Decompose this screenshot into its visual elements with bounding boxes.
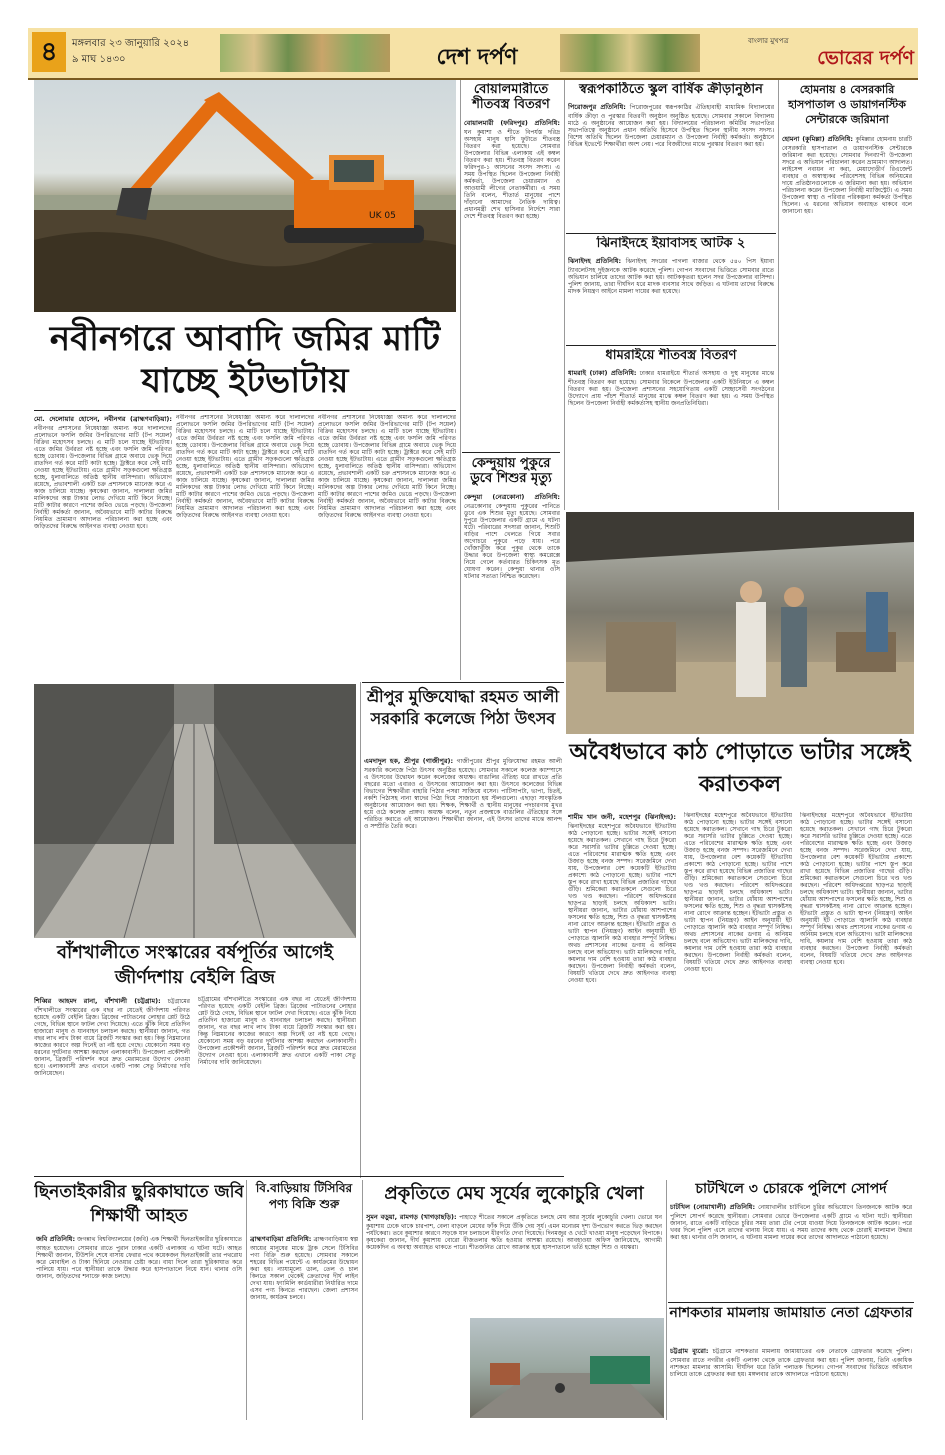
excavator-label: UK 05 bbox=[369, 211, 396, 221]
bridge-photo bbox=[34, 684, 356, 938]
hospital-headline: হোমনায় ৪ বেসরকারি হাসপাতাল ও ডায়াগনস্টিক সেন্টারকে জরিমানা bbox=[788, 83, 906, 126]
chatkhil-byline: চাটখিল (নোয়াখালী) প্রতিনিধি: bbox=[670, 1203, 756, 1211]
kendua-headline: কেন্দুয়ায় পুকুরে ডুবে শিশুর মৃত্যু bbox=[470, 456, 552, 486]
sreepur-headline: শ্রীপুর মুক্তিযোদ্ধা রহমত আলী সরকারি কলেজে পিঠা উৎসব bbox=[367, 687, 559, 728]
tcb-byline: ব্রাহ্মণবাড়িয়া প্রতিনিধি: bbox=[250, 1235, 312, 1243]
divider bbox=[566, 233, 776, 234]
chintai-body bbox=[36, 1234, 242, 1420]
sports-text: পিরোজপুরের স্বরূপকাঠির ঐতিহ্যবাহী মাধ্যমিক বিদ্যালয়ের বার্ষিক ক্রীড়া ও পুরস্কার বিতরণী অনুষ্ঠান অনুষ্ঠিত হয়েছে। সোমবার সকালে বিদ্যালয় মাঠে এ অনুষ্ঠানের আয়োজন করা হয়। বিদ্যালয়ের পরিচালনা কমিটির সভাপতির সভাপতিত্বে অনুষ্ঠানে প্রধান অতিথি হিসেবে উপস্থিত ছিলেন স্থানীয় সংসদ সদস্য। বিশেষ অতিথি ছিলেন উপজেলা চেয়ারম্যান ও উপজেলা নির্বাহী কর্মকর্তা। অনুষ্ঠানে বিভিন্ন ইভেন্টে শিক্ষার্থীরা অংশ নেয়। পরে বিজয়ীদের মাঝে পুরস্কার বিতরণ করা হয়। bbox=[568, 104, 774, 148]
kath-byline: শামীম খান জনী, মহেশপুর (ঝিনাইদহ): bbox=[568, 813, 676, 821]
header-photo-strip-left bbox=[220, 34, 390, 72]
road-photo-drawing bbox=[470, 1318, 664, 1418]
nashkota-headline: নাশকতার মামলায় জামায়াত নেতা গ্রেফতার bbox=[669, 1305, 913, 1321]
weather-byline: সুমন বড়ুয়া, রামগড় (খাগড়াছড়ি): bbox=[366, 1213, 457, 1221]
lead-headline: নবীনগরে আবাদি জমির মাটি যাচ্ছে ইটভাটায় bbox=[49, 319, 441, 401]
lead-byline: মো. দেলোয়ার হোসেন, নবীনগর (ব্রাহ্মণবাড়িয়া): bbox=[34, 415, 172, 423]
kath-headline: অবৈধভাবে কাঠ পোড়াতে ভাটার সঙ্গেই করাতকল bbox=[569, 739, 911, 797]
bridge-text: চট্টগ্রামের বাঁশখালীতে সংস্কারের এক বছর না যেতেই জীর্ণদশায় পরিণত হয়েছে একটি বেইলি ব্রিজ। ব্রিজের পাটাতনের লোহার প্লেট উঠে গেছে, বিভিন্ন স্থানে ফাটল দেখা দিয়েছে। এতে ঝুঁকি নিয়ে প্রতিদিন হাজারো মানুষ ও যানবাহন চলাচল করছে। স্থানীয়রা জানান, গত বছর লাখ লাখ টাকা ব্যয়ে ব্রিজটি সংস্কার করা হয়। কিন্তু নিম্নমানের কাজের কারণে অল্প দিনেই তা নষ্ট হয়ে গেছে। যেকোনো সময় বড় ধরনের দুর্ঘটনার আশঙ্কা করছেন এলাকাবাসী। উপজেলা প্রকৌশলী জানান, ব্রিজটি পরিদর্শন করে দ্রুত মেরামতের উদ্যোগ নেওয়া হবে। এলাকাবাসী দ্রুত এখানে একটি পাকা সেতু নির্মাণের দাবি জানিয়েছেন। bbox=[34, 998, 190, 1077]
divider bbox=[362, 682, 564, 683]
dhamrai-byline: ধামরাই (ঢাকা) প্রতিনিধি: bbox=[568, 369, 637, 377]
page-number: ৪ bbox=[32, 32, 66, 72]
sawmill-photo bbox=[566, 512, 914, 734]
column-divider bbox=[362, 1180, 363, 1420]
column-divider bbox=[246, 1180, 247, 1420]
brand-logo: ভোরের দর্পণ bbox=[817, 47, 914, 69]
bridge-body-col-1 bbox=[34, 996, 190, 1172]
header-photo-strip-right bbox=[560, 34, 700, 72]
jhenaidah-headline: ঝিনাইদহে ইয়াবাসহ আটক ২ bbox=[596, 236, 746, 251]
tcb-body bbox=[250, 1234, 358, 1420]
lead-body-col-1 bbox=[34, 414, 172, 676]
kath-body-col-3: ঝিনাইদহের মহেশপুরে অবৈধভাবে ইটভাটায় কাঠ পোড়ানো হচ্ছে। ভাটার সঙ্গেই বসানো হয়েছে করাতকল। সেখানে গাছ চিরে টুকরো করে সরাসরি ভাটার চুল্লিতে দেওয়া হচ্ছে। এতে পরিবেশের মারাত্মক ক্ষতি হচ্ছে এবং উজাড় হচ্ছে বনজ সম্পদ। সরেজমিনে দেখা যায়, উপজেলার বেশ কয়েকটি ইটভাটায় প্রকাশ্যে কাঠ পোড়ানো হচ্ছে। ভাটার পাশে স্তূপ করে রাখা হয়েছে বিভিন্ন প্রজাতির গাছের গুঁড়ি। শ্রমিকেরা করাতকলে সেগুলো চিরে খণ্ড খণ্ড করছেন। পরিবেশ অধিদপ্তরের ছাড়পত্র ছাড়াই চলছে অধিকাংশ ভাটা। স্থানীয়রা জানান, ভাটার ধোঁয়ায় আশপাশের ফসলের ক্ষতি হচ্ছে, শিশু ও বৃদ্ধরা শ্বাসকষ্টসহ নানা রোগে আক্রান্ত হচ্ছেন। ইটভাটা প্রস্তুত ও ভাটা স্থাপন (নিয়ন্ত্রণ) আইন অনুযায়ী ইট পোড়াতে জ্বালানি কাঠ ব্যবহার সম্পূর্ণ নিষিদ্ধ। অথচ প্রশাসনের নাকের ডগায় এ অনিয়ম চলছে বলে অভিযোগ। ভাটা মালিকদের দাবি, কয়লার দাম বেশি হওয়ায় তারা কাঠ ব্যবহার করছেন। উপজেলা নির্বাহী কর্মকর্তা বলেন, বিষয়টি খতিয়ে দেখে দ্রুত আইনগত ব্যবস্থা নেওয়া হবে। bbox=[800, 812, 912, 966]
lead-body-col-3: নবীনগর প্রশাসনের নিষেধাজ্ঞা অমান্য করে দালালদের প্রলোভনে ফসলি জমির উপরিভাগের মাটি (টপ সয়েল) বিক্রির মহোৎসব চলছে। এ মাটি চলে যাচ্ছে ইটভাটায়। এতে জমির উর্বরতা নষ্ট হচ্ছে এবং ফসলি জমি পরিণত হচ্ছে ডোবায়। উপজেলার বিভিন্ন গ্রামে অবাধে ভেকু দিয়ে রাতদিন গর্ত করে মাটি কাটা হচ্ছে। ট্রাক্টরে করে সেই মাটি নেওয়া হচ্ছে ইটভাটায়। এতে গ্রামীণ সড়কগুলো ক্ষতিগ্রস্ত হচ্ছে, ধুলাবালিতে অতিষ্ঠ স্থানীয় বাসিন্দারা। অভিযোগ রয়েছে, প্রভাবশালী একটি চক্র প্রশাসনকে ম্যানেজ করে এ কাজ চালিয়ে যাচ্ছে। কৃষকেরা জানান, দালালরা জমির মালিকদের অল্প টাকার লোভ দেখিয়ে মাটি কিনে নিচ্ছে। মাটি কাটার কারণে পাশের জমিও ভেঙে পড়ছে। উপজেলা নির্বাহী কর্মকর্তা জানান, অবৈধভাবে মাটি কাটার বিরুদ্ধে নিয়মিত ভ্রাম্যমাণ আদালত পরিচালনা করা হচ্ছে এবং জড়িতদের বিরুদ্ধে আইনগত ব্যবস্থা নেওয়া হবে। bbox=[318, 414, 456, 519]
kath-body-col-2: ঝিনাইদহের মহেশপুরে অবৈধভাবে ইটভাটায় কাঠ পোড়ানো হচ্ছে। ভাটার সঙ্গেই বসানো হয়েছে করাতকল। সেখানে গাছ চিরে টুকরো করে সরাসরি ভাটার চুল্লিতে দেওয়া হচ্ছে। এতে পরিবেশের মারাত্মক ক্ষতি হচ্ছে এবং উজাড় হচ্ছে বনজ সম্পদ। সরেজমিনে দেখা যায়, উপজেলার বেশ কয়েকটি ইটভাটায় প্রকাশ্যে কাঠ পোড়ানো হচ্ছে। ভাটার পাশে স্তূপ করে রাখা হয়েছে বিভিন্ন প্রজাতির গাছের গুঁড়ি। শ্রমিকেরা করাতকলে সেগুলো চিরে খণ্ড খণ্ড করছেন। পরিবেশ অধিদপ্তরের ছাড়পত্র ছাড়াই চলছে অধিকাংশ ভাটা। স্থানীয়রা জানান, ভাটার ধোঁয়ায় আশপাশের ফসলের ক্ষতি হচ্ছে, শিশু ও বৃদ্ধরা শ্বাসকষ্টসহ নানা রোগে আক্রান্ত হচ্ছেন। ইটভাটা প্রস্তুত ও ভাটা স্থাপন (নিয়ন্ত্রণ) আইন অনুযায়ী ইট পোড়াতে জ্বালানি কাঠ ব্যবহার সম্পূর্ণ নিষিদ্ধ। অথচ প্রশাসনের নাকের ডগায় এ অনিয়ম চলছে বলে অভিযোগ। ভাটা মালিকদের দাবি, কয়লার দাম বেশি হওয়ায় তারা কাঠ ব্যবহার করছেন। উপজেলা নির্বাহী কর্মকর্তা বলেন, বিষয়টি খতিয়ে দেখে দ্রুত আইনগত ব্যবস্থা নেওয়া হবে। bbox=[684, 812, 792, 973]
jhenaidah-text: ঝিনাইদহ সদরের পাগলা বাজার থেকে ৫৪০ পিস ইয়াবা ট্যাবলেটসহ দুইজনকে আটক করেছে পুলিশ। গোপন সংবাদের ভিত্তিতে সোমবার রাতে অভিযান চালিয়ে তাদের আটক করা হয়। আটককৃতরা হলেন সদর উপজেলার বাসিন্দা। পুলিশ জানায়, তারা দীর্ঘদিন ধরে মাদক ব্যবসার সাথে জড়িত। এ ঘটনায় তাদের বিরুদ্ধে মাদক নিয়ন্ত্রণ আইনে মামলা দায়ের করা হয়েছে। bbox=[568, 258, 774, 295]
chatkhil-body bbox=[670, 1202, 912, 1298]
kendua-text: নেত্রকোনার কেন্দুয়ায় পুকুরের পানিতে ডুবে এক শিশুর মৃত্যু হয়েছে। সোমবার দুপুরে উপজেলার একটি গ্রামে এ ঘটনা ঘটে। পরিবারের সদস্যরা জানান, শিশুটি বাড়ির পাশে খেলতে গিয়ে সবার অগোচরে পুকুরে পড়ে যায়। পরে খোঁজাখুঁজি করে পুকুর থেকে তাকে উদ্ধার করে উপজেলা স্বাস্থ্য কমপ্লেক্সে নিয়ে গেলে কর্তব্যরত চিকিৎসক মৃত ঘোষণা করেন। কেন্দুয়া থানার ওসি ঘটনার সত্যতা নিশ্চিত করেছেন। bbox=[464, 503, 560, 580]
column-divider bbox=[778, 80, 779, 510]
nashkota-text: চট্টগ্রামে নাশকতার মামলায় জামায়াতের এক নেতাকে গ্রেফতার করেছে পুলিশ। সোমবার রাতে নগরীর একটি এলাকা থেকে তাকে গ্রেফতার করা হয়। পুলিশ জানায়, তিনি একাধিক নাশকতা মামলার আসামি। দীর্ঘদিন ধরে তিনি পলাতক ছিলেন। গোপন সংবাদের ভিত্তিতে অভিযান চালিয়ে তাকে গ্রেফতার করা হয়। মঙ্গলবার তাকে আদালতে পাঠানো হয়েছে। bbox=[670, 1348, 912, 1378]
sreepur-body bbox=[364, 756, 562, 1176]
chatkhil-headline: চাটখিলে ৩ চোরকে পুলিশে সোপর্দ bbox=[695, 1181, 887, 1197]
road-photo bbox=[470, 1318, 664, 1418]
date-line: মঙ্গলবার ২৩ জানুয়ারি ২০২৪ bbox=[72, 38, 190, 49]
dhamrai-text: ঢাকার ধামরাইয়ে শীতার্ত অসহায় ও দুস্থ মানুষের মাঝে শীতবস্ত্র বিতরণ করা হয়েছে। সোমবার বিকেলে উপজেলার একটি ইউনিয়নে এ কম্বল বিতরণ করা হয়। উপজেলা প্রশাসনের সহযোগিতায় একটি সেচ্ছাসেবী সংগঠনের উদ্যোগে প্রায় পাঁচশ শীতার্ত মানুষের মাঝে কম্বল বিতরণ করা হয়। এ সময় উপস্থিত ছিলেন উপজেলা নির্বাহী কর্মকর্তাসহ স্থানীয় জনপ্রতিনিধিরা। bbox=[568, 370, 774, 407]
column-divider bbox=[460, 80, 461, 680]
nashkota-body bbox=[670, 1346, 912, 1420]
sports-byline: পিরোজপুর প্রতিনিধি: bbox=[568, 103, 626, 111]
chintai-headline: ছিনতাইকারীর ছুরিকাঘাতে জবি শিক্ষার্থী আহত bbox=[34, 1182, 244, 1226]
hospital-body bbox=[782, 134, 912, 508]
tcb-text: ব্রাহ্মণবাড়িয়ায় স্বল্প আয়ের মানুষের মাঝে ট্রাক সেলে টিসিবির পণ্য বিক্রি শুরু হয়েছে। সোমবার সকালে শহরের বিভিন্ন পয়েন্টে এ কার্যক্রমের উদ্বোধন করা হয়। ন্যায্যমূল্যে ডাল, তেল ও চাল কিনতে সকাল থেকেই ক্রেতাদের দীর্ঘ লাইন দেখা যায়। ফ্যামিলি কার্ডধারীরা নির্ধারিত দামে এসব পণ্য কিনতে পারছেন। জেলা প্রশাসন জানায়, কার্যক্রম চলবে। bbox=[250, 1236, 358, 1301]
hospital-text: কুমিল্লার হোমনায় চারটি বেসরকারি হাসপাতাল ও ডায়াগনস্টিক সেন্টারকে জরিমানা করা হয়েছে। সোমবার দিনব্যাপী উপজেলা সদরে এ অভিযান পরিচালনা করেন ভ্রাম্যমাণ আদালত। লাইসেন্স নবায়ন না করা, মেয়াদোত্তীর্ণ রিএজেন্ট ব্যবহার ও অস্বাস্থ্যকর পরিবেশসহ বিভিন্ন অনিয়মের দায়ে প্রতিষ্ঠানগুলোকে এ জরিমানা করা হয়। অভিযান পরিচালনা করেন উপজেলা নির্বাহী ম্যাজিস্ট্রেট। এ সময় উপজেলা স্বাস্থ্য ও পরিবার পরিকল্পনা কর্মকর্তা উপস্থিত ছিলেন। এ ধরনের অভিযান অব্যাহত থাকবে বলে জানানো হয়। bbox=[782, 136, 912, 215]
kendua-body bbox=[464, 492, 560, 682]
kath-body-col-1 bbox=[568, 812, 676, 1172]
sreepur-text: গাজীপুরের শ্রীপুর মুক্তিযোদ্ধা রহমত আলী সরকারি কলেজে পিঠা উৎসব অনুষ্ঠিত হয়েছে। সোমবার সকালে কলেজ ক্যাম্পাসে এ উৎসবের উদ্বোধন করেন কলেজের অধ্যক্ষ। বাঙালির ঐতিহ্য ধরে রাখতে প্রতি বছরের মতো এবারও এ উৎসবের আয়োজন করা হয়। উৎসবে কলেজের বিভিন্ন বিভাগের শিক্ষার্থীরা বাহারি পিঠার পসরা সাজিয়ে বসেন। পাটিসাপটা, ভাপা, চিতই, নকশি পিঠাসহ নানা স্বাদের পিঠা দিয়ে সাজানো হয় স্টলগুলো। এছাড়া সাংস্কৃতিক অনুষ্ঠানের আয়োজন করা হয়। শিক্ষক, শিক্ষার্থী ও স্থানীয় মানুষের পদচারণায় মুখর হয়ে ওঠে কলেজ প্রাঙ্গণ। অধ্যক্ষ বলেন, নতুন প্রজন্মকে বাঙালির ঐতিহ্যের সঙ্গে পরিচিত করাতে এই আয়োজন। শিক্ষার্থীরা জানান, এই উৎসব তাদের মাঝে আনন্দ ও সম্প্রীতি তৈরি করে। bbox=[364, 758, 562, 830]
weather-headline: প্রকৃতিতে মেঘ সূর্যের লুকোচুরি খেলা bbox=[384, 1183, 644, 1204]
column-divider bbox=[564, 80, 565, 510]
dhamrai-headline: ধামরাইয়ে শীতবস্ত্র বিতরণ bbox=[605, 348, 737, 363]
divider bbox=[34, 410, 456, 411]
bridge-body-col-2: চট্টগ্রামের বাঁশখালীতে সংস্কারের এক বছর না যেতেই জীর্ণদশায় পরিণত হয়েছে একটি বেইলি ব্রিজ। ব্রিজের পাটাতনের লোহার প্লেট উঠে গেছে, বিভিন্ন স্থানে ফাটল দেখা দিয়েছে। এতে ঝুঁকি নিয়ে প্রতিদিন হাজারো মানুষ ও যানবাহন চলাচল করছে। স্থানীয়রা জানান, গত বছর লাখ লাখ টাকা ব্যয়ে ব্রিজটি সংস্কার করা হয়। কিন্তু নিম্নমানের কাজের কারণে অল্প দিনেই তা নষ্ট হয়ে গেছে। যেকোনো সময় বড় ধরনের দুর্ঘটনার আশঙ্কা করছেন এলাকাবাসী। উপজেলা প্রকৌশলী জানান, ব্রিজটি পরিদর্শন করে দ্রুত মেরামতের উদ্যোগ নেওয়া হবে। এলাকাবাসী দ্রুত এখানে একটি পাকা সেতু নির্মাণের দাবি জানিয়েছেন। bbox=[198, 996, 356, 1066]
divider bbox=[566, 345, 776, 346]
jhenaidah-body bbox=[568, 256, 774, 342]
chatkhil-text: নোয়াখালীর চাটখিলে চুরির অভিযোগে তিনজনকে আটক করে পুলিশে সোপর্দ করেছে স্থানীয়রা। সোমবার ভোরে উপজেলার একটি গ্রামে এ ঘটনা ঘটে। স্থানীয়রা জানান, রাতে একটি বাড়িতে চুরির সময় তারা টের পেয়ে ধাওয়া দিয়ে তিনজনকে আটক করেন। পরে খবর দিলে পুলিশ এসে তাদের থানায় নিয়ে যায়। এ সময় তাদের কাছ থেকে চোরাই মালামাল উদ্ধার করা হয়। থানার ওসি জানান, এ ঘটনায় মামলা দায়ের করে তাদের আদালতে পাঠানো হয়েছে। bbox=[670, 1204, 912, 1241]
column-divider bbox=[360, 682, 361, 1178]
lead-body: নবীনগর প্রশাসনের নিষেধাজ্ঞা অমান্য করে দালালদের প্রলোভনে ফসলি জমির উপরিভাগের মাটি (টপ সয়েল) বিক্রির মহোৎসব চলছে। এ মাটি চলে যাচ্ছে ইটভাটায়। এতে জমির উর্বরতা নষ্ট হচ্ছে এবং ফসলি জমি পরিণত হচ্ছে ডোবায়। উপজেলার বিভিন্ন গ্রামে অবাধে ভেকু দিয়ে রাতদিন গর্ত করে মাটি কাটা হচ্ছে। ট্রাক্টরে করে সেই মাটি নেওয়া হচ্ছে ইটভাটায়। এতে গ্রামীণ সড়কগুলো ক্ষতিগ্রস্ত হচ্ছে, ধুলাবালিতে অতিষ্ঠ স্থানীয় বাসিন্দারা। অভিযোগ রয়েছে, প্রভাবশালী একটি চক্র প্রশাসনকে ম্যানেজ করে এ কাজ চালিয়ে যাচ্ছে। কৃষকেরা জানান, দালালরা জমির মালিকদের অল্প টাকার লোভ দেখিয়ে মাটি কিনে নিচ্ছে। মাটি কাটার কারণে পাশের জমিও ভেঙে পড়ছে। উপজেলা নির্বাহী কর্মকর্তা জানান, অবৈধভাবে মাটি কাটার বিরুদ্ধে নিয়মিত ভ্রাম্যমাণ আদালত পরিচালনা করা হচ্ছে এবং জড়িতদের বিরুদ্ধে আইনগত ব্যবস্থা নেওয়া হবে। bbox=[34, 425, 172, 530]
kath-text: ঝিনাইদহের মহেশপুরে অবৈধভাবে ইটভাটায় কাঠ পোড়ানো হচ্ছে। ভাটার সঙ্গেই বসানো হয়েছে করাতকল। সেখানে গাছ চিরে টুকরো করে সরাসরি ভাটার চুল্লিতে দেওয়া হচ্ছে। এতে পরিবেশের মারাত্মক ক্ষতি হচ্ছে এবং উজাড় হচ্ছে বনজ সম্পদ। সরেজমিনে দেখা যায়, উপজেলার বেশ কয়েকটি ইটভাটায় প্রকাশ্যে কাঠ পোড়ানো হচ্ছে। ভাটার পাশে স্তূপ করে রাখা হয়েছে বিভিন্ন প্রজাতির গাছের গুঁড়ি। শ্রমিকেরা করাতকলে সেগুলো চিরে খণ্ড খণ্ড করছেন। পরিবেশ অধিদপ্তরের ছাড়পত্র ছাড়াই চলছে অধিকাংশ ভাটা। স্থানীয়রা জানান, ভাটার ধোঁয়ায় আশপাশের ফসলের ক্ষতি হচ্ছে, শিশু ও বৃদ্ধরা শ্বাসকষ্টসহ নানা রোগে আক্রান্ত হচ্ছেন। ইটভাটা প্রস্তুত ও ভাটা স্থাপন (নিয়ন্ত্রণ) আইন অনুযায়ী ইট পোড়াতে জ্বালানি কাঠ ব্যবহার সম্পূর্ণ নিষিদ্ধ। অথচ প্রশাসনের নাকের ডগায় এ অনিয়ম চলছে বলে অভিযোগ। ভাটা মালিকদের দাবি, কয়লার দাম বেশি হওয়ায় তারা কাঠ ব্যবহার করছেন। উপজেলা নির্বাহী কর্মকর্তা বলেন, বিষয়টি খতিয়ে দেখে দ্রুত আইনগত ব্যবস্থা নেওয়া হবে। bbox=[568, 823, 676, 984]
boalmari-headline: বোয়ালমারীতে শীতবস্ত্র বিতরণ bbox=[472, 82, 550, 112]
sreepur-byline: এমদাদুল হক, শ্রীপুর (গাজীপুর): bbox=[364, 757, 454, 765]
bridge-byline: শিব্বির আহমদ রানা, বাঁশখালী (চট্টগ্রাম): bbox=[34, 997, 161, 1005]
chintai-byline: জবি প্রতিনিধি: bbox=[36, 1235, 76, 1243]
bridge-headline: বাঁশখালীতে সংস্কারের বর্ষপূর্তির আগেই জীর্ণদশায় বেইলি ব্রিজ bbox=[57, 942, 333, 988]
boalmari-body bbox=[464, 118, 560, 448]
jhenaidah-byline: ঝিনাইদহ প্রতিনিধি: bbox=[568, 257, 622, 265]
sawmill-photo-drawing bbox=[566, 512, 914, 734]
hospital-byline: হোমনা (কুমিল্লা) প্রতিনিধি: bbox=[782, 135, 854, 143]
boalmari-byline: বোয়ালমারী (ফরিদপুর) প্রতিনিধি: bbox=[464, 119, 560, 127]
weather-text: পাহাড়ে শীতের সকালে প্রকৃতিতে চলছে মেঘ আর সূর্যের লুকোচুরি খেলা। ভোরে ঘন কুয়াশায় ঢেকে থাকে চারপাশ, বেলা বাড়লে মেঘের ফাঁক দিয়ে উঁকি দেয় সূর্য। এমন মনোরম দৃশ্য উপভোগ করতে ভিড় করছেন পর্যটকেরা। তবে কুয়াশার কারণে সড়কে যান চলাচলে ধীরগতি দেখা দিয়েছে। দিনমজুর ও খেটে খাওয়া মানুষ পড়েছেন বিপাকে। কৃষকেরা জানান, দীর্ঘ কুয়াশায় বোরো বীজতলার ক্ষতি হওয়ার আশঙ্কা রয়েছে। আবহাওয়া অফিস জানিয়েছে, আগামী কয়েকদিন এ অবস্থা অব্যাহত থাকতে পারে। শীতজনিত রোগে আক্রান্ত হয়ে হাসপাতালে ভর্তি হচ্ছেন শিশু ও বয়স্করা। bbox=[366, 1214, 662, 1251]
lead-body-col-2: নবীনগর প্রশাসনের নিষেধাজ্ঞা অমান্য করে দালালদের প্রলোভনে ফসলি জমির উপরিভাগের মাটি (টপ সয়েল) বিক্রির মহোৎসব চলছে। এ মাটি চলে যাচ্ছে ইটভাটায়। এতে জমির উর্বরতা নষ্ট হচ্ছে এবং ফসলি জমি পরিণত হচ্ছে ডোবায়। উপজেলার বিভিন্ন গ্রামে অবাধে ভেকু দিয়ে রাতদিন গর্ত করে মাটি কাটা হচ্ছে। ট্রাক্টরে করে সেই মাটি নেওয়া হচ্ছে ইটভাটায়। এতে গ্রামীণ সড়কগুলো ক্ষতিগ্রস্ত হচ্ছে, ধুলাবালিতে অতিষ্ঠ স্থানীয় বাসিন্দারা। অভিযোগ রয়েছে, প্রভাবশালী একটি চক্র প্রশাসনকে ম্যানেজ করে এ কাজ চালিয়ে যাচ্ছে। কৃষকেরা জানান, দালালরা জমির মালিকদের অল্প টাকার লোভ দেখিয়ে মাটি কিনে নিচ্ছে। মাটি কাটার কারণে পাশের জমিও ভেঙে পড়ছে। উপজেলা নির্বাহী কর্মকর্তা জানান, অবৈধভাবে মাটি কাটার বিরুদ্ধে নিয়মিত ভ্রাম্যমাণ আদালত পরিচালনা করা হচ্ছে এবং জড়িতদের বিরুদ্ধে আইনগত ব্যবস্থা নেওয়া হবে। bbox=[176, 414, 314, 519]
sports-headline: স্বরূপকাঠিতে স্কুল বার্ষিক ক্রীড়ানুষ্ঠান bbox=[579, 82, 763, 97]
divider bbox=[34, 1176, 564, 1177]
brand-tagline: বাংলার মুখপত্র bbox=[748, 37, 789, 45]
column-divider bbox=[666, 1180, 667, 1420]
excavator-photo-drawing bbox=[34, 80, 456, 312]
bridge-photo-drawing bbox=[34, 684, 356, 938]
divider bbox=[462, 452, 560, 453]
nashkota-byline: চট্টগ্রাম ব্যুরো: bbox=[670, 1347, 709, 1355]
kendua-byline: কেন্দুয়া (নেত্রকোনা) প্রতিনিধি: bbox=[464, 493, 560, 501]
sports-body bbox=[568, 102, 774, 230]
chintai-text: জগন্নাথ বিশ্ববিদ্যালয়ের (জবি) এক শিক্ষার্থী ছিনতাইকারীর ছুরিকাঘাতে আহত হয়েছেন। সোমবার রাতে পুরান ঢাকার একটি এলাকায় এ ঘটনা ঘটে। আহত শিক্ষার্থী জানান, টিউশনি শেষে বাসায় ফেরার পথে কয়েকজন ছিনতাইকারী তার পথরোধ করে মোবাইল ও টাকা ছিনিয়ে নেওয়ার চেষ্টা করে। বাধা দিলে তারা ছুরিকাঘাত করে পালিয়ে যায়। পরে স্থানীয়রা তাকে উদ্ধার করে হাসপাতালে নিয়ে যান। থানার ওসি জানান, জড়িতদের শনাক্তে কাজ চলছে। bbox=[36, 1236, 242, 1280]
dhamrai-body bbox=[568, 368, 774, 508]
excavator-photo bbox=[34, 80, 456, 312]
date-line-bangla: ৯ মাঘ ১৪৩০ bbox=[72, 54, 126, 65]
tcb-headline: বি.বাড়িয়ায় টিসিবির পণ্য বিক্রি শুরু bbox=[255, 1181, 353, 1211]
weather-body bbox=[366, 1212, 662, 1316]
section-title: দেশ দর্পণ bbox=[436, 44, 518, 70]
divider bbox=[668, 1302, 914, 1303]
boalmari-text: ঘন কুয়াশা ও শীতে বিপর্যস্ত দরিদ্র অসহায় মানুষ হাসি ফুটাতে শীতবস্ত্র বিতরণ করা হয়েছে। সোমবার উপজেলার বিভিন্ন এলাকায় এই কম্বল বিতরণ করা হয়। শীতবস্ত্র বিতরণ করেন ফরিদপুর-১ আসনের সংসদ সদস্য। এ সময় উপস্থিত ছিলেন উপজেলা নির্বাহী কর্মকর্তা, উপজেলা চেয়ারম্যান ও আওয়ামী লীগের নেতাকর্মীরা। এ সময় তিনি বলেন, শীতার্ত মানুষের পাশে দাঁড়ানো আমাদের নৈতিক দায়িত্ব। প্রধানমন্ত্রী শেখ হাসিনার নির্দেশে সারা দেশে শীতবস্ত্র বিতরণ করা হচ্ছে। bbox=[464, 129, 560, 220]
